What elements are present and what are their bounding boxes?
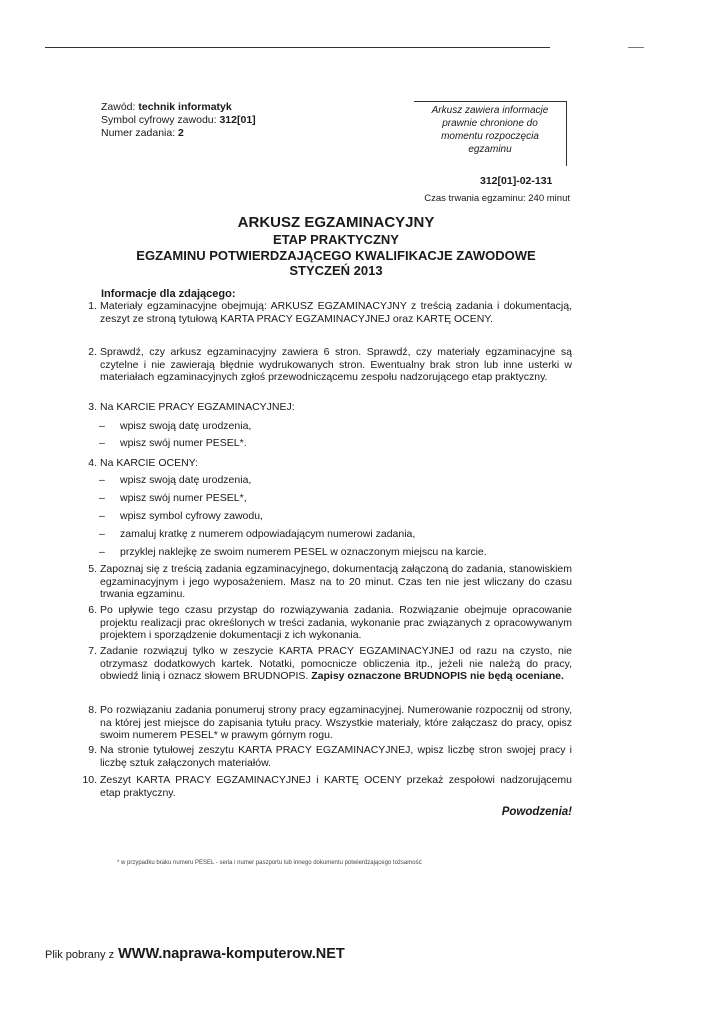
info-heading: Informacje dla zdającego:	[101, 288, 236, 300]
list-item: – wpisz swój numer PESEL*.	[99, 437, 247, 449]
list-item: – wpisz symbol cyfrowy zawodu,	[99, 510, 263, 522]
info-item-5: 5. Zapoznaj się z treścią zadania egzaminacyjnego, dokumentacją załączoną do zadania, stanowiskiem egzaminacyjnym i jego wyposażeniem. Masz na to 20 minut. Czas ten nie jest wliczany do czasu trwania egzaminu.	[88, 563, 572, 601]
info-item-6: 6. Po upływie tego czasu przystąp do rozwiązywania zadania. Rozwiązanie obejmuje opracowanie projektu realizacji prac określonych w treści zadania, wykonanie prac związanych z opracowywanym projektem i sporządzenie dokumentacji z ich wykonania.	[88, 604, 572, 642]
closing-wish: Powodzenia!	[501, 806, 572, 818]
list-item: – zamaluj kratkę z numerem odpowiadającym numerowi zadania,	[99, 528, 416, 540]
site-link[interactable]: WWW.naprawa-komputerow.NET	[118, 946, 345, 962]
download-footer: Plik pobrany z WWW.naprawa-komputerow.NET	[45, 946, 345, 962]
document-title: ARKUSZ EGZAMINACYJNY ETAP PRAKTYCZNY EGZAMINU POTWIERDZAJĄCEGO KWALIFIKACJE ZAWODOWE STYCZEŃ 2013	[136, 214, 536, 278]
header-rule	[45, 47, 550, 48]
confidential-notice-box: Arkusz zawiera informacje prawnie chronione do momentu rozpoczęcia egzaminu	[414, 101, 567, 166]
info-item-1: 1. Materiały egzaminacyjne obejmują: ARKUSZ EGZAMINACYJNY z treścią zadania i dokumentacją, zeszyt ze stroną tytułową KARTA PRACY EGZAMINACYJNEJ oraz KARTĘ OCENY.	[88, 300, 572, 325]
pesel-footnote: * w przypadku braku numeru PESEL - seria i numer paszportu lub innego dokumentu potwierdzającego tożsamość	[117, 860, 422, 866]
list-item: – wpisz swój numer PESEL*,	[99, 492, 247, 504]
sheet-code: 312[01]-02-131	[480, 175, 553, 187]
info-item-10: 10. Zeszyt KARTA PRACY EGZAMINACYJNEJ i KARTĘ OCENY przekaż zespołowi nadzorującemu etap praktyczny.	[82, 774, 572, 799]
header-rule-end	[628, 47, 644, 48]
task-line: Numer zadania: 2	[101, 127, 184, 139]
occupation-line: Zawód: technik informatyk	[101, 101, 232, 113]
exam-duration: Czas trwania egzaminu: 240 minut	[424, 193, 570, 204]
exam-meta	[101, 101, 256, 140]
list-item: – przyklej naklejkę ze swoim numerem PESEL w oznaczonym miejscu na karcie.	[99, 546, 487, 558]
info-item-9: 9. Na stronie tytułowej zeszytu KARTA PRACY EGZAMINACYJNEJ, wpisz liczbę stron swojej pracy i liczbę sztuk załączonych materiałów.	[88, 744, 572, 769]
info-item-4: 4. Na KARCIE OCENY:	[88, 457, 199, 469]
symbol-line: Symbol cyfrowy zawodu: 312[01]	[101, 114, 256, 126]
list-item: – wpisz swoją datę urodzenia,	[99, 420, 252, 432]
list-item: – wpisz swoją datę urodzenia,	[99, 474, 252, 486]
info-item-2: 2. Sprawdź, czy arkusz egzaminacyjny zawiera 6 stron. Sprawdź, czy materiały egzaminacyjne są czytelne i nie zawierają błędnie wydrukowanych stron. Ewentualny brak stron lub inne usterki w materiałach egzaminacyjnych zgłoś przewodniczącemu zespołu nadzorującego etap praktyczny.	[88, 346, 572, 384]
info-item-8: 8. Po rozwiązaniu zadania ponumeruj strony pracy egzaminacyjnej. Numerowanie rozpocznij od strony, na której jest miejsce do zapisania tytułu pracy. Wszystkie materiały, które załączasz do pracy, opisz swoim numerem PESEL* w prawym górnym rogu.	[88, 704, 572, 742]
info-item-7: 7. Zadanie rozwiązuj tylko w zeszycie KARTA PRACY EGZAMINACYJNEJ od razu na czysto, nie otrzymasz dodatkowych kartek. Notatki, pomocnicze obliczenia itp., jeżeli nie należą do pracy, obwiedź linią i oznacz słowem BRUDNOPIS. Zapisy oznaczone BRUDNOPIS nie będą oceniane.	[88, 645, 572, 683]
info-item-3: 3. Na KARCIE PRACY EGZAMINACYJNEJ:	[88, 401, 295, 413]
